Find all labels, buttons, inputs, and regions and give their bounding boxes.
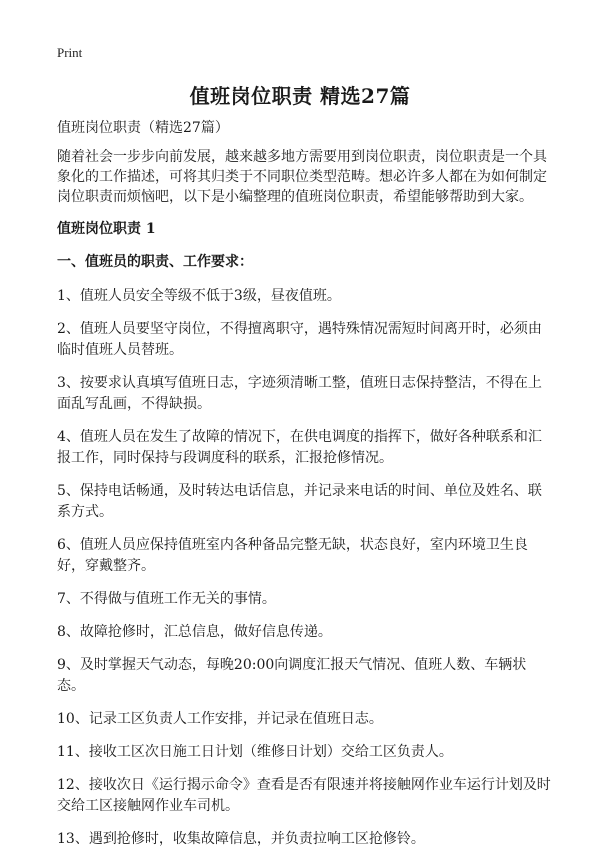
document-subtitle: 值班岗位职责（精选27篇） xyxy=(57,120,229,136)
page-title: 值班岗位职责 精选27篇 xyxy=(189,84,411,108)
duty-list xyxy=(57,286,553,850)
intro-paragraph: 随着社会一步步向前发展，越来越多地方需要用到岗位职责，岗位职责是一个具象化的工作描述，可将其归类于不同职位类型范畴。想必许多人都在为如何制定岗位职责而烦恼吧，以下是小编整理的值班岗位职责，希望能够帮助到大家。 xyxy=(57,149,547,205)
duty-item: 10、记录工区负责人工作安排，并记录在值班日志。 xyxy=(57,711,383,727)
document-body xyxy=(57,118,553,862)
duty-item: 11、接收工区次日施工日计划（维修日计划）交给工区负责人。 xyxy=(57,744,453,760)
duty-item: 13、遇到抢修时，收集故障信息，并负责拉响工区抢修铃。 xyxy=(57,831,425,847)
duty-item: 6、值班人员应保持值班室内各种备品完整无缺，状态良好，室内环境卫生良好，穿戴整齐。 xyxy=(57,537,528,574)
duty-item: 3、按要求认真填写值班日志，字迹须清晰工整，值班日志保持整洁，不得在上面乱写乱画，不得缺损。 xyxy=(57,375,542,412)
duty-item: 9、及时掌握天气动态，每晚20:00向调度汇报天气情况、值班人数、车辆状态。 xyxy=(57,657,527,694)
duty-item: 8、故障抢修时，汇总信息，做好信息传递。 xyxy=(57,624,332,640)
duty-item: 7、不得做与值班工作无关的事情。 xyxy=(57,591,276,607)
duty-item: 2、值班人员要坚守岗位，不得擅离职守，遇特殊情况需短时间离开时，必须由临时值班人员替班。 xyxy=(57,321,542,358)
sub-heading: 一、值班员的职责、工作要求： xyxy=(57,254,253,270)
print-link[interactable]: Print xyxy=(57,45,83,60)
duty-item: 4、值班人员在发生了故障的情况下，在供电调度的指挥下，做好各种联系和汇报工作，同时保持与段调度科的联系，汇报抢修情况。 xyxy=(57,429,542,466)
duty-item: 1、值班人员安全等级不低于3级，昼夜值班。 xyxy=(57,288,341,304)
duty-item: 12、接收次日《运行揭示命令》查看是否有限速并将接触网作业车运行计划及时交给工区接触网作业车司机。 xyxy=(57,777,551,814)
section-heading: 值班岗位职责 1 xyxy=(57,221,156,237)
duty-item: 5、保持电话畅通，及时转达电话信息，并记录来电话的时间、单位及姓名、联系方式。 xyxy=(57,483,542,520)
